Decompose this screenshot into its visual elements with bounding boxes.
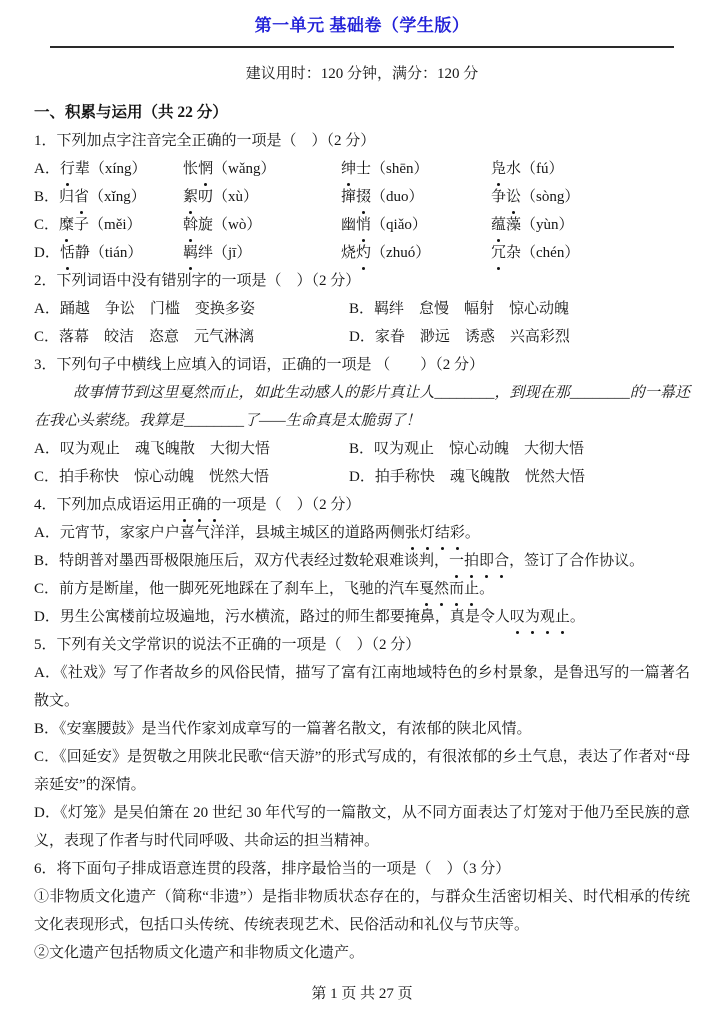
q2-stem: 2．下列词语中没有错别字的一项是（ ）（2 分） xyxy=(34,273,361,289)
exam-meta: 建议用时：120 分钟，满分：120 分 xyxy=(245,66,479,82)
q5-option-c: C．《回延安》是贺敬之用陕北民歌“信天游”的形式写成的，有很浓郁的乡土气息，表达了作者对“母亲延安”的深情。 xyxy=(34,749,690,793)
q4-option-b: B．特朗普对墨西哥极限施压后，双方代表经过数轮艰难谈判，一拍即合，签订了合作协议。 xyxy=(34,547,690,575)
option-group: A．踊越 争讼 门槛 变换多姿 xyxy=(34,301,255,317)
q5-option-d: D．《灯笼》是吴伯箫在 20 世纪 30 年代写的一篇散文，从不同方面表达了灯笼对于他乃至民族的意义，表现了作者与时代同呼吸、共命运的担当精神。 xyxy=(34,805,690,849)
q4-option-c: C．前方是断崖，他一脚死死地踩在了刹车上，飞驰的汽车戛然而止。 xyxy=(34,575,690,603)
q5-option-a: A．《社戏》写了作者故乡的风俗民情，描写了富有江南地域特色的乡村景象，是鲁迅写的一篇著名散文。 xyxy=(34,665,690,709)
q4-stem: 4．下列加点成语运用正确的一项是（ ）（2 分） xyxy=(34,491,690,519)
option-term: D．恬静（tián） xyxy=(34,239,183,267)
q1-stem: 1．下列加点字注音完全正确的一项是（ ）（2 分） xyxy=(34,133,376,149)
option-group: C．拍手称快 惊心动魄 恍然大悟 xyxy=(34,469,270,485)
option-term: B．归省（xǐng） xyxy=(34,183,183,211)
option-term: 斡旋（wò） xyxy=(183,211,341,239)
q6-stem: 6．将下面句子排成语意连贯的段落，排序最恰当的一项是（ ）（3 分） xyxy=(34,861,511,877)
option-term: 烧灼（zhuó） xyxy=(341,239,491,267)
option-group: D．家眷 渺远 诱惑 兴高彩烈 xyxy=(349,329,570,345)
option-term: 蕴藻（yùn） xyxy=(491,211,690,239)
option-term: 争讼（sòng） xyxy=(491,183,690,211)
header-divider xyxy=(50,46,674,48)
page-title: 第一单元 基础卷（学生版） xyxy=(254,16,470,35)
q2-option-row-ab xyxy=(34,295,690,323)
option-term: 撺掇（duo） xyxy=(341,183,491,211)
option-term: C．糜子（měi） xyxy=(34,211,183,239)
q1-option-row-b xyxy=(34,183,690,211)
option-term: A．行辈（xíng） xyxy=(34,155,183,183)
q3-stem: 3．下列句子中横线上应填入的词语，正确的一项是 （ ）（2 分） xyxy=(34,357,485,373)
q2-option-row-cd xyxy=(34,323,690,351)
option-group: C．落幕 皎洁 恣意 元气淋漓 xyxy=(34,329,255,345)
q6-sentence-1: ①非物质文化遗产（简称“非遗”）是指非物质状态存在的，与群众生活密切相关、时代相承的传统文化表现形式，包括口头传统、传统表现艺术、民俗活动和礼仪与节庆等。 xyxy=(34,889,690,933)
option-term: 幽悄（qiǎo） xyxy=(341,211,491,239)
option-term: 怅惘（wǎng） xyxy=(183,155,341,183)
option-term: 绅士（shēn） xyxy=(341,155,491,183)
q6-sentence-2: ②文化遗产包括物质文化遗产和非物质文化遗产。 xyxy=(34,945,365,961)
option-group: B．叹为观止 惊心动魄 大彻大悟 xyxy=(349,441,585,457)
q3-passage: 故事情节到这里戛然而止，如此生动感人的影片真让人________，到现在那________的一幕还在我心头萦绕。我算是________了——生命真是太脆弱了！ xyxy=(34,385,690,429)
q1-option-row-d xyxy=(34,239,690,267)
option-term: 冗杂（chén） xyxy=(491,239,690,267)
q5-stem: 5．下列有关文学常识的说法不正确的一项是（ ）（2 分） xyxy=(34,637,421,653)
option-group: D．拍手称快 魂飞魄散 恍然大悟 xyxy=(349,469,585,485)
option-term: 凫水（fú） xyxy=(491,155,690,183)
option-group: B．羁绊 怠慢 幅射 惊心动魄 xyxy=(349,301,570,317)
option-term: 羁绊（jī） xyxy=(183,239,341,267)
q3-option-row-ab xyxy=(34,435,690,463)
q5-option-b: B．《安塞腰鼓》是当代作家刘成章写的一篇著名散文，有浓郁的陕北风情。 xyxy=(34,721,532,737)
q4-option-d: D．男生公寓楼前垃圾遍地，污水横流，路过的师生都要掩鼻，真是令人叹为观止。 xyxy=(34,603,690,631)
q1-option-row-a xyxy=(34,155,690,183)
option-group: A．叹为观止 魂飞魄散 大彻大悟 xyxy=(34,441,270,457)
q1-option-row-c xyxy=(34,211,690,239)
option-term: 絮叨（xù） xyxy=(183,183,341,211)
section-heading: 一、积累与运用（共 22 分） xyxy=(34,104,228,121)
q4-option-a: A．元宵节，家家户户喜气洋洋，县城主城区的道路两侧张灯结彩。 xyxy=(34,519,690,547)
page-number: 第 1 页 共 27 页 xyxy=(311,986,413,1002)
q3-option-row-cd xyxy=(34,463,690,491)
